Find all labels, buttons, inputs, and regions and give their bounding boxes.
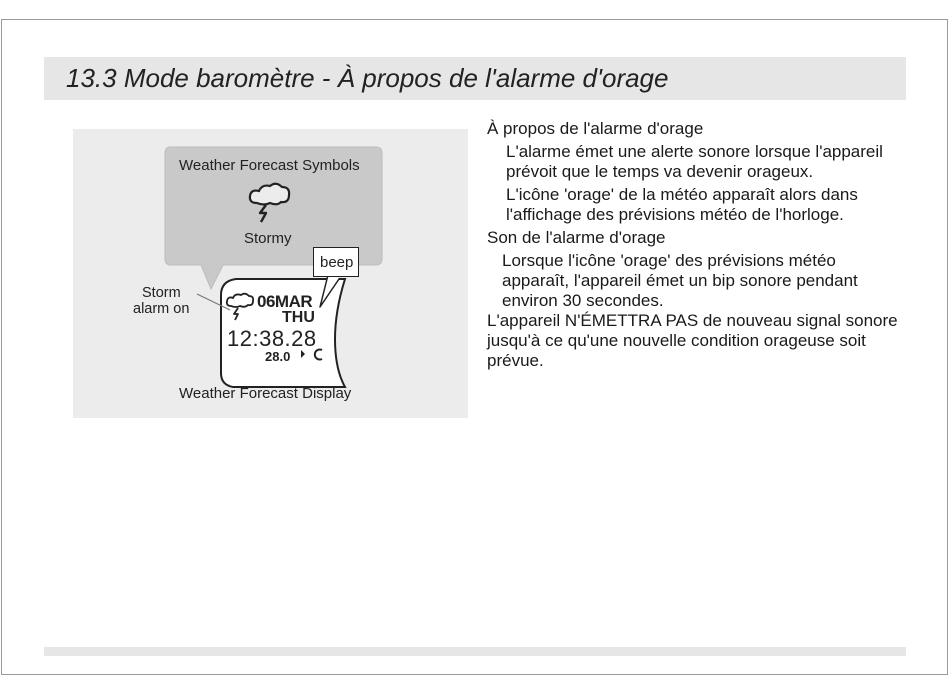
storm-alarm-line1: Storm [142, 285, 181, 301]
paragraph-storm-icon: L'icône 'orage' de la météo apparaît alors dans l'affichage des prévisions météo de l'horloge. [506, 185, 858, 224]
paragraph-alarm-alert: L'alarme émet une alerte sonore lorsque l'appareil prévoit que le temps va devenir orageux. [506, 142, 883, 181]
beep-label [313, 247, 359, 277]
paragraph-beep-duration: Lorsque l'icône 'orage' des prévisions météo apparaît, l'appareil émet un bip sonore pendant environ 30 secondes. [502, 251, 858, 310]
heading-storm-alarm-sound: Son de l'alarme d'orage [487, 228, 666, 247]
title-bar [44, 57, 906, 100]
page-title: 13.3 Mode baromètre - À propos de l'alarme d'orage [66, 63, 669, 93]
beep-text: beep [320, 254, 354, 271]
storm-alarm-line2: alarm on [133, 301, 190, 317]
paragraph-no-repeat: L'appareil N'ÉMETTRA PAS de nouveau signal sonore jusqu'à ce qu'une nouvelle condition orageuse soit prévue. [487, 311, 898, 370]
display-date: 06MAR [257, 292, 313, 311]
stormy-label: Stormy [244, 230, 292, 247]
footer-bar [44, 647, 906, 656]
display-day: THU [282, 309, 315, 326]
display-caption: Weather Forecast Display [179, 385, 352, 402]
symbols-label: Weather Forecast Symbols [179, 157, 360, 174]
display-temp: 28.0 [265, 349, 291, 364]
text-column [487, 119, 907, 371]
weather-forecast-figure [73, 129, 468, 418]
heading-about-storm-alarm: À propos de l'alarme d'orage [487, 119, 704, 138]
display-time: 12:38.28 [227, 326, 317, 351]
